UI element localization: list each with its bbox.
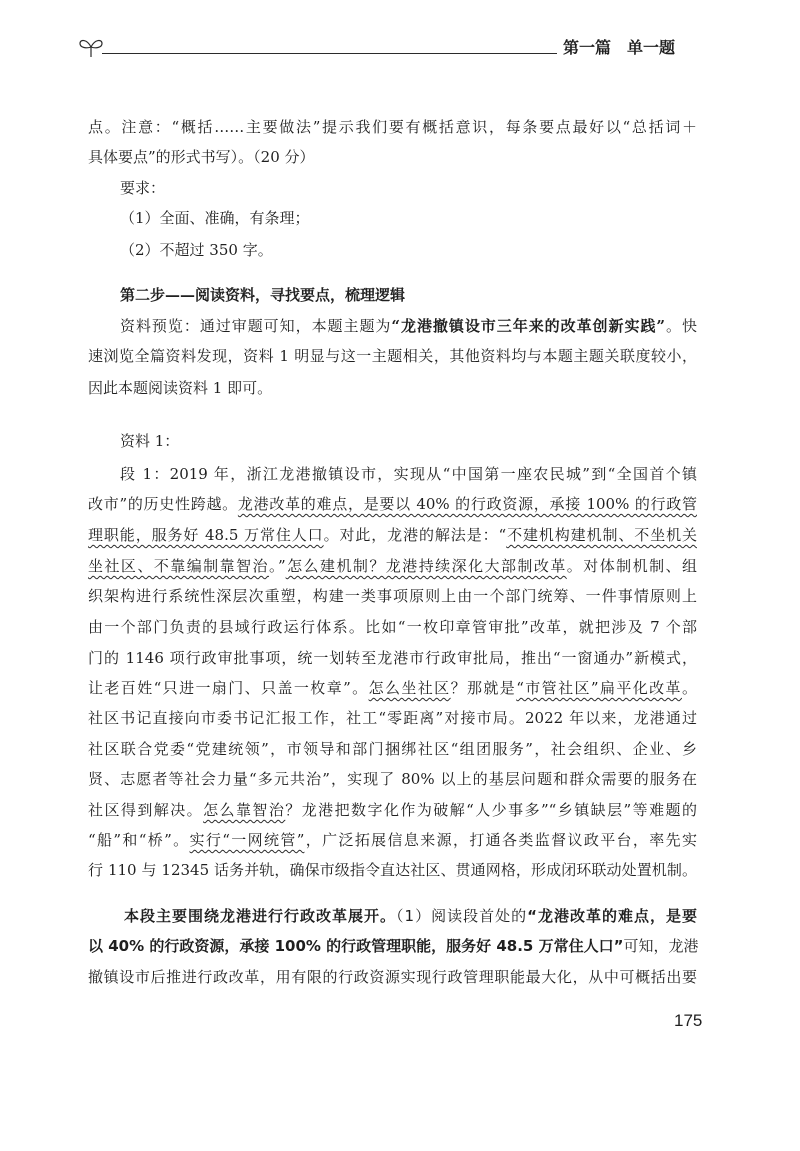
text-segment: 具体要点”的形式书写）。（20 分） [88,148,315,166]
underlined-phrase: 不建机构建机制、不坐机关 [506,526,697,544]
material-line [88,678,697,698]
preview-line [88,378,697,398]
quoted-phrase: “龙港改革的难点，是要 [527,907,697,925]
text-segment: 。” [269,557,286,575]
underlined-phrase: 怎么建机制？龙港持续深化大部制改革 [285,557,567,575]
preview-line [120,316,697,336]
text-segment: 可知，龙港 [623,937,699,955]
text-segment: 社区书记直接向市委书记汇报工作，社工“零距离”对接市局。2022 年以来，龙港通过 [88,709,697,727]
text-segment: 社区得到解决。 [88,801,204,819]
underlined-phrase: 怎么靠智治 [203,801,286,819]
text-segment: “船”和“桥”。 [88,831,190,849]
analysis-line [88,967,697,987]
material-label: 资料 1： [120,432,180,450]
section-title: 第一篇 单一题 [563,38,676,57]
topic-phrase: “龙港撤镇设市三年来的改革创新实践” [391,317,666,335]
header-rule [102,53,557,54]
text-segment: 速浏览全篇资料发现，资料 1 明显与这一主题相关，其他资料均与本题主题关联度较小， [88,347,697,365]
preview-line [88,346,697,366]
text-segment: 织架构进行系统性深层次重塑，构建一类事项原则上由一个部门统筹、一件事情原则上 [88,587,697,605]
material-line [88,586,697,606]
underlined-phrase: 理职能，服务好 48.5 万常住人口 [88,526,324,544]
text-segment: 。对此，龙港的解法是：“ [323,526,507,544]
intro-line [88,117,697,137]
material-line [88,769,697,789]
sprout-icon [78,35,104,59]
material-line [88,860,697,880]
text-segment: 门的 1146 项行政审批事项，统一划转至龙港市行政审批局，推出“一窗通办”新模式， [88,649,697,667]
text-segment: 贤、志愿者等社会力量“多元共治”，实现了 80% 以上的基层问题和群众需要的服务在 [88,770,697,788]
text-segment: 改市”的历史性跨越。 [88,495,238,513]
underlined-phrase: 龙港改革的难点，是要以 40% 的行政资源，承接 100% 的行政管 [237,495,697,513]
analysis-line [88,936,697,956]
text-segment: 资料预览：通过审题可知，本题主题为 [120,317,392,335]
text-segment: 社区联合党委“党建统领”，市领导和部门捆绑社区“组团服务”，社会组织、企业、乡 [88,740,697,758]
requirement-item: （1）全面、准确，有条理； [120,209,310,227]
text-segment: 。 [681,679,697,697]
analysis-line [124,906,697,926]
requirements-title: 要求： [120,179,166,197]
page-number: 175 [674,1011,703,1030]
underlined-phrase: 实行“一网统管” [189,831,305,849]
underlined-phrase: “市管社区”扁平化改革 [516,679,682,697]
step-heading: 第二步——阅读资料，寻找要点，梳理逻辑 [120,286,406,304]
intro-line [88,147,697,167]
text-segment: ？龙港把数字化作为破解“人少事多”“乡镇缺层”等难题的 [285,801,697,819]
text-segment: 让老百姓“只进一扇门、只盖一枚章”。 [88,679,369,697]
text-segment: 。快 [665,317,697,335]
underlined-phrase: 怎么坐社区 [368,679,451,697]
material-line [88,556,697,576]
material-line [120,464,697,484]
underlined-phrase: 坐社区、不靠编制靠智治 [88,557,269,575]
text-segment: ，广泛拓展信息来源，打通各类监督议政平台，率先实 [304,831,697,849]
material-line [88,739,697,759]
material-line [88,708,697,728]
material-line [88,494,697,514]
quoted-phrase: 以 40% 的行政资源，承接 100% 的行政管理职能，服务好 48.5 万常住人口” [88,937,624,955]
text-segment: 因此本题阅读资料 1 即可。 [88,379,273,397]
text-segment: 点。注意：“概括……主要做法”提示我们要有概括意识，每条要点最好以“总括词＋ [88,118,697,136]
text-segment: 。对体制机制、组 [566,557,697,575]
material-line [88,525,697,545]
text-segment: 撤镇设市后推进行政改革，用有限的行政资源实现行政管理职能最大化，从中可概括出要 [88,968,697,986]
material-line [88,648,697,668]
text-segment: ？那就是 [450,679,517,697]
text-segment: 由一个部门负责的县域行政运行体系。比如“一枚印章管审批”改革，就把涉及 7 个部 [88,618,697,636]
text-segment: 行 110 与 12345 话务并轨，确保市级指令直达社区、贯通网格，形成闭环联动处置机制。 [88,861,697,879]
material-line [88,830,697,850]
text-segment: 本段主要围绕龙港进行行政改革展开。 [124,907,397,925]
text-segment: 段 1：2019 年，浙江龙港撤镇设市，实现从“中国第一座农民城”到“全国首个镇 [120,465,697,483]
material-line [88,800,697,820]
requirement-item: （2）不超过 350 字。 [120,241,273,259]
text-segment: （1）阅读段首处的 [396,907,528,925]
material-line [88,617,697,637]
